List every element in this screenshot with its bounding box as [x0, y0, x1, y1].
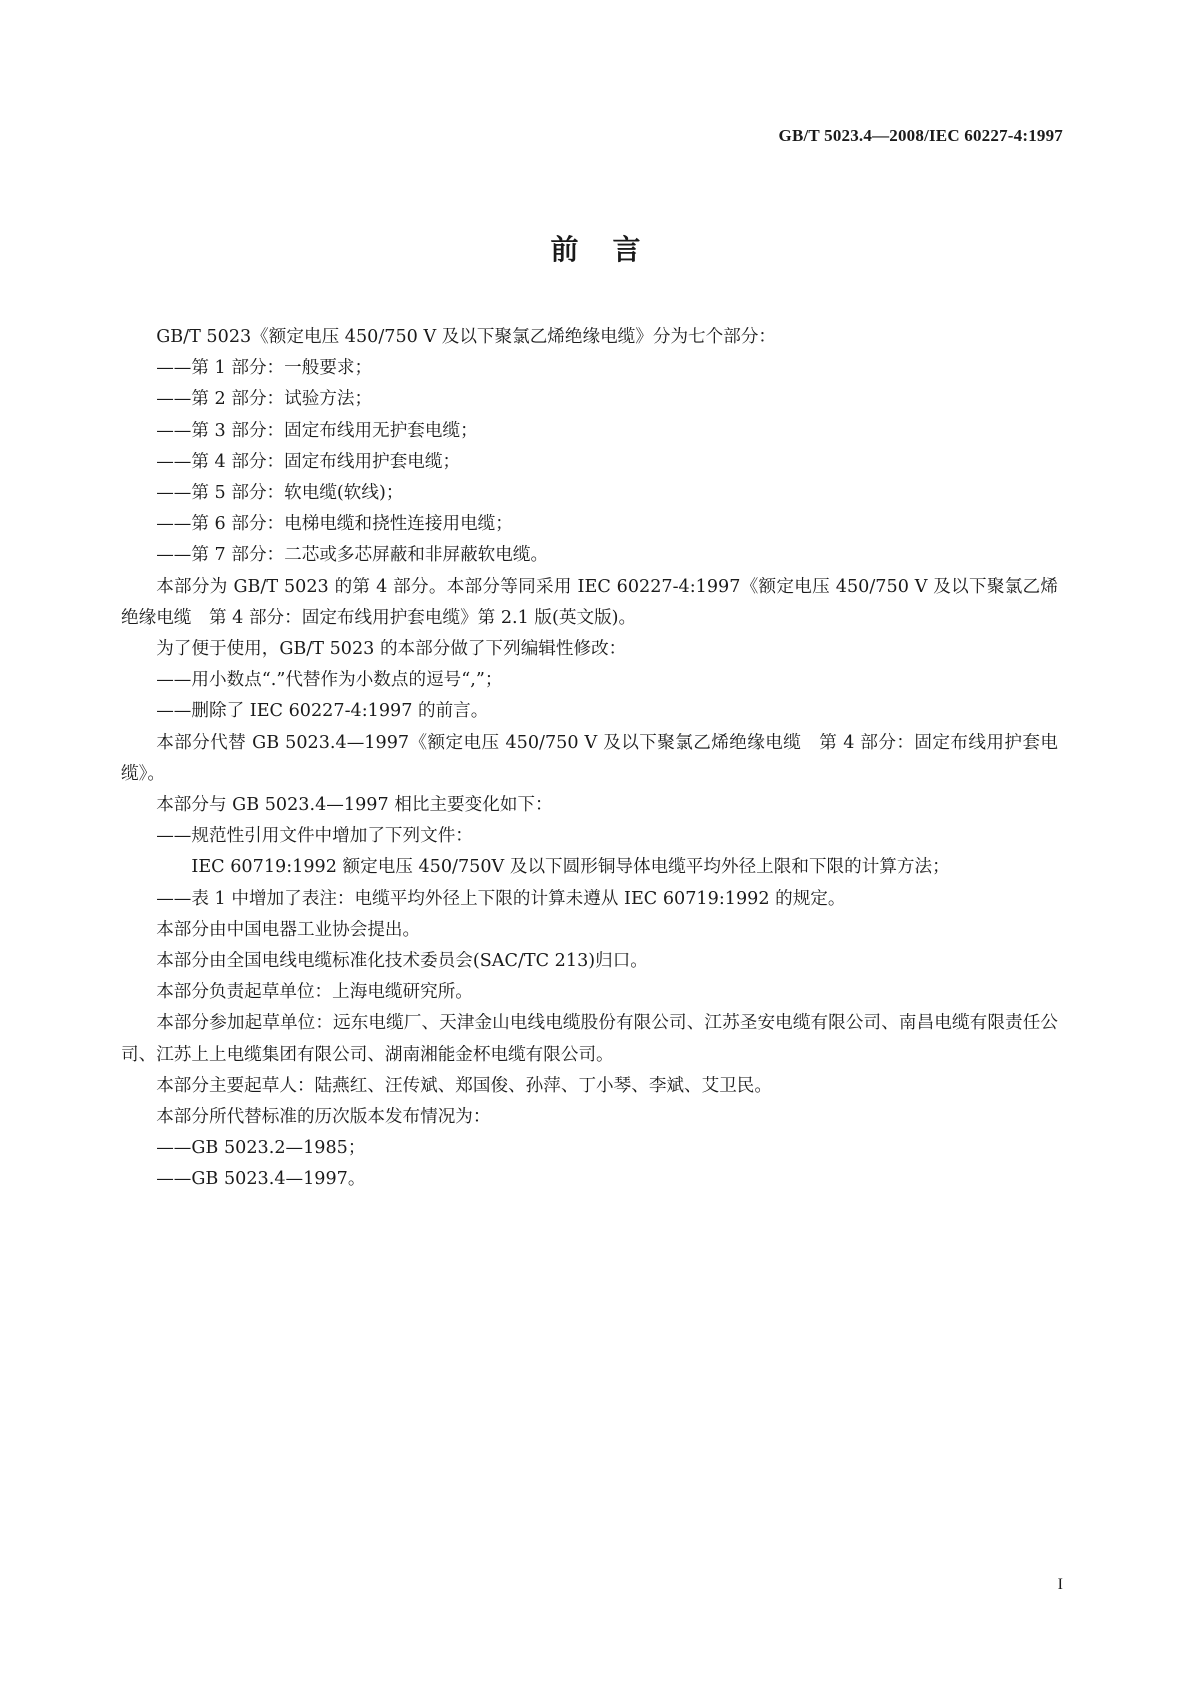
list-item-edit-2: ——删除了 IEC 60227-4:1997 的前言。 [156, 701, 489, 722]
list-item-change-2: ——表 1 中增加了表注：电缆平均外径上下限的计算未遵从 IEC 60719:1992 的规定。 [156, 888, 846, 909]
list-item-part-2: ——第 2 部分：试验方法； [156, 389, 373, 410]
page-title: 前言 [550, 233, 675, 266]
list-item-part-7: ——第 7 部分：二芯或多芯屏蔽和非屏蔽软电缆。 [156, 545, 549, 566]
participants-paragraph: 本部分参加起草单位：远东电缆厂、天津金山电线电缆股份有限公司、江苏圣安电缆有限公司、南昌电缆有限责任公司、江苏上上电缆集团有限公司、湖南湘能金杯电缆有限公司。 [121, 1013, 1058, 1065]
edit-intro-paragraph: 为了便于使用，GB/T 5023 的本部分做了下列编辑性修改： [156, 639, 627, 660]
drafters-paragraph: 本部分主要起草人：陆燕红、汪传斌、郑国俊、孙萍、丁小琴、李斌、艾卫民。 [156, 1075, 772, 1096]
centralized-by-paragraph: 本部分由全国电线电缆标准化技术委员会(SAC/TC 213)归口。 [156, 951, 648, 972]
drafting-unit-paragraph: 本部分负责起草单位：上海电缆研究所。 [156, 982, 473, 1003]
list-item-part-6: ——第 6 部分：电梯电缆和挠性连接用电缆； [156, 514, 513, 535]
change-1-reference: IEC 60719:1992 额定电压 450/750V 及以下圆形铜导体电缆平均外径上限和下限的计算方法； [191, 857, 950, 878]
list-item-change-1: ——规范性引用文件中增加了下列文件： [156, 826, 473, 847]
list-item-part-5: ——第 5 部分：软电缆(软线)； [156, 483, 404, 504]
standard-code: GB/T 5023.4—2008/IEC 60227-4:1997 [778, 126, 1063, 145]
history-intro-paragraph: 本部分所代替标准的历次版本发布情况为： [156, 1107, 491, 1128]
replaces-paragraph: 本部分代替 GB 5023.4—1997《额定电压 450/750 V 及以下聚氯乙烯绝缘电缆 第 4 部分：固定布线用护套电缆》。 [121, 732, 1058, 784]
page-number: I [1057, 1576, 1063, 1593]
changes-intro-paragraph: 本部分与 GB 5023.4—1997 相比主要变化如下： [156, 795, 553, 816]
foreword-body [121, 322, 1058, 1196]
list-item-part-1: ——第 1 部分：一般要求； [156, 358, 373, 379]
list-item-part-3: ——第 3 部分：固定布线用无护套电缆； [156, 420, 478, 441]
list-item-history-1: ——GB 5023.2—1985； [156, 1138, 366, 1159]
list-item-history-2: ——GB 5023.4—1997。 [156, 1169, 366, 1190]
intro-paragraph: GB/T 5023《额定电压 450/750 V 及以下聚氯乙烯绝缘电缆》分为七个部分： [156, 327, 777, 347]
adoption-paragraph: 本部分为 GB/T 5023 的第 4 部分。本部分等同采用 IEC 60227-4:1997《额定电压 450/750 V 及以下聚氯乙烯绝缘电缆 第 4 部分：固定布线用护套电缆》第 2.1 版(英文版)。 [121, 576, 1058, 628]
proposed-by-paragraph: 本部分由中国电器工业协会提出。 [156, 919, 421, 940]
list-item-edit-1: ——用小数点“.”代替作为小数点的逗号“,”； [156, 670, 503, 691]
list-item-part-4: ——第 4 部分：固定布线用护套电缆； [156, 451, 461, 472]
